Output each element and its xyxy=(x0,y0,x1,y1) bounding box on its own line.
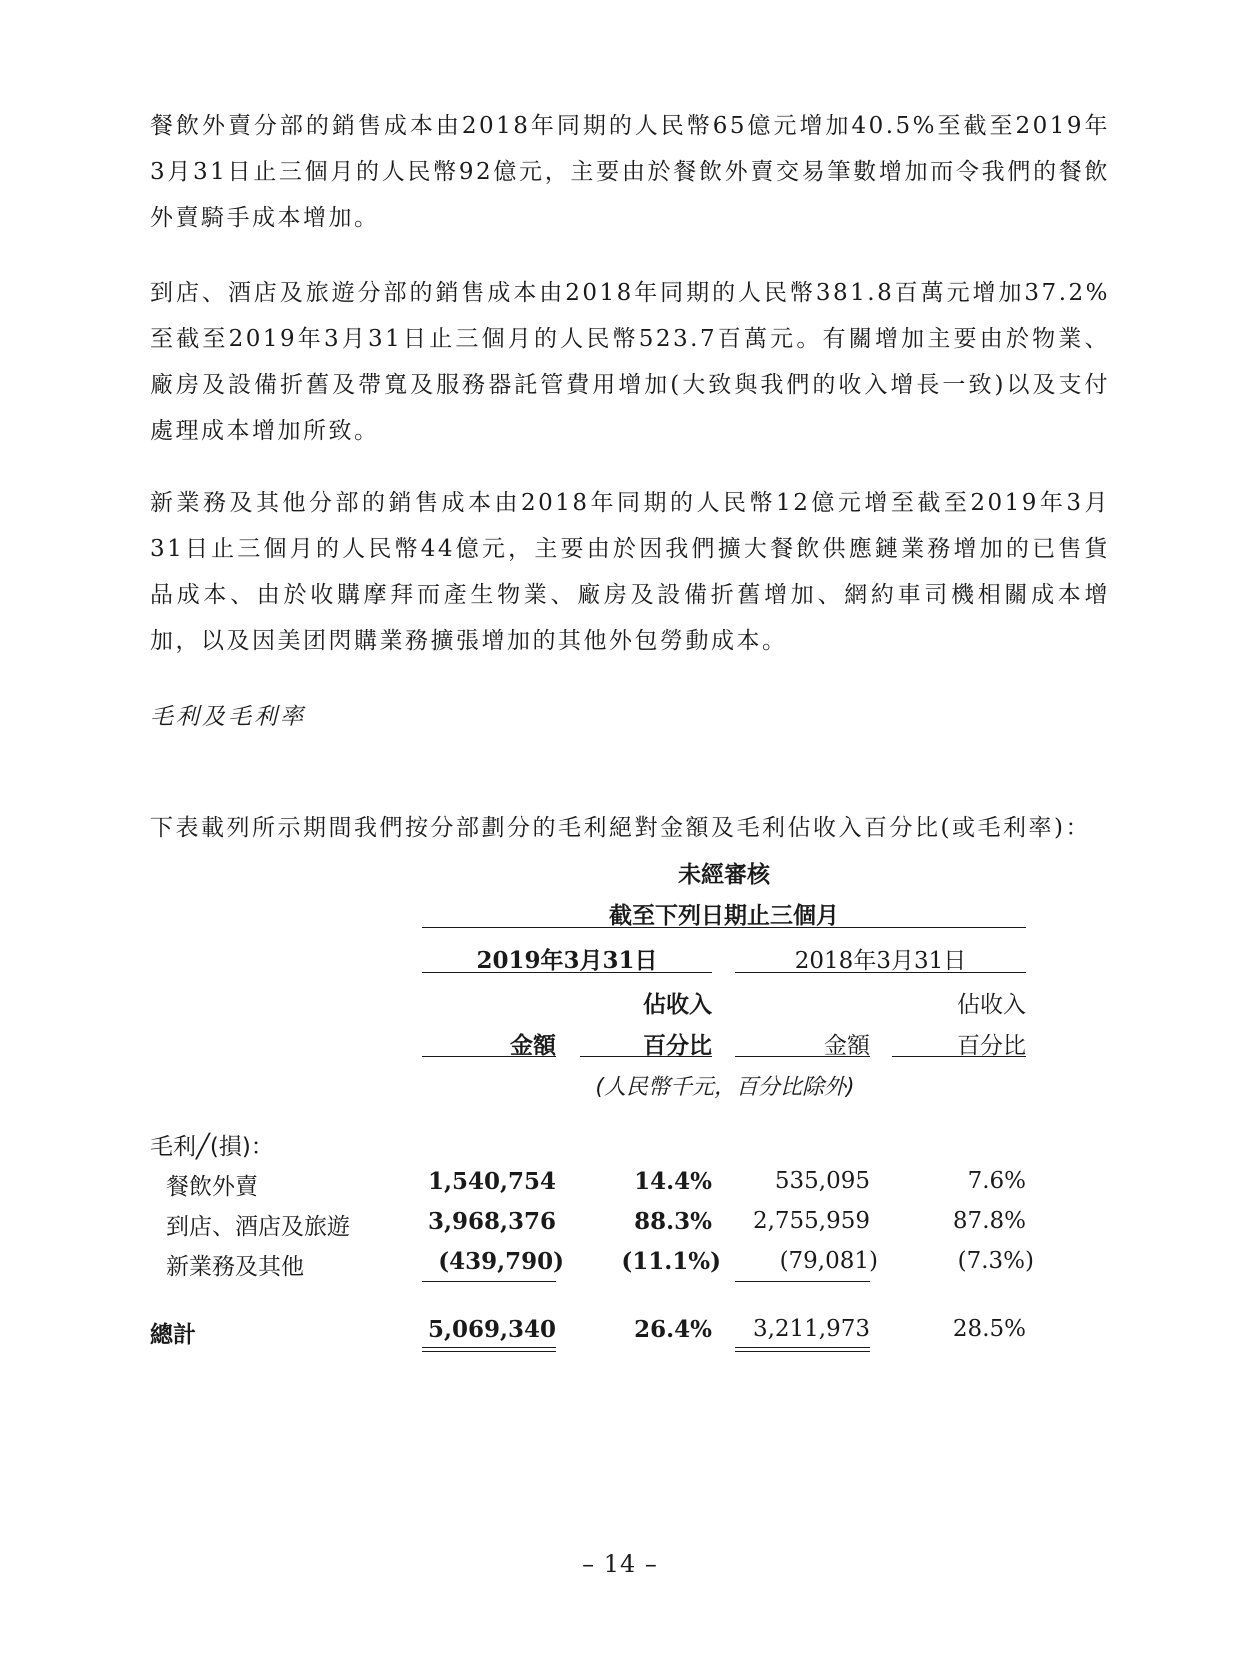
total-label: 總計 xyxy=(150,1322,196,1348)
paragraph-in-store-hotel-travel-cost: 到店、酒店及旅遊分部的銷售成本由2018年同期的人民幣381.8百萬元增加37.2%至截至2019年3月31日止三個月的人民幣523.7百萬元。有關增加主要由於物業、廠房及設備折舊及帶寬及服務器託管費用增加(大致與我們的收入增長一致)以及支付處理成本增加所致。 xyxy=(150,280,1110,444)
col-amount-2018: 金額 xyxy=(824,1033,870,1059)
period-2018: 2018年3月31日 xyxy=(794,948,967,974)
header-period: 截至下列日期止三個月 xyxy=(609,903,839,929)
total-double-rule-2019 xyxy=(422,1347,556,1352)
period-2018-rule xyxy=(735,972,1026,973)
header-rule xyxy=(422,927,1026,928)
col-pct-2019-line1: 佔收入 xyxy=(643,992,712,1018)
row-amt-2018: (79,081) xyxy=(779,1248,878,1274)
row-amt-2019: 3,968,376 xyxy=(427,1208,556,1235)
row-pct-2018: 7.6% xyxy=(967,1168,1026,1194)
row-pct-2018: 87.8% xyxy=(952,1208,1026,1234)
total-pct-2018: 28.5% xyxy=(952,1316,1026,1342)
row-amt-2018: 2,755,959 xyxy=(752,1208,870,1234)
row-pct-2019: 88.3% xyxy=(634,1208,712,1235)
col-rule-1 xyxy=(422,1056,556,1057)
row-pct-2018: (7.3%) xyxy=(957,1248,1034,1274)
total-amt-2019: 5,069,340 xyxy=(427,1316,556,1343)
subtotal-rule-2018 xyxy=(735,1281,870,1282)
col-pct-2018-line1: 佔收入 xyxy=(957,992,1026,1018)
row-label-food-delivery: 餐飲外賣 xyxy=(166,1174,258,1200)
paragraph-food-delivery-cost: 餐飲外賣分部的銷售成本由2018年同期的人民幣65億元增加40.5%至截至2019年3月31日止三個月的人民幣92億元，主要由於餐飲外賣交易筆數增加而令我們的餐飲外賣騎手成本增加。 xyxy=(150,113,1110,231)
col-rule-2 xyxy=(580,1056,712,1057)
table-intro-text: 下表載列所示期間我們按分部劃分的毛利絕對金額及毛利佔收入百分比(或毛利率)： xyxy=(150,815,1091,841)
paragraph-new-initiatives-cost: 新業務及其他分部的銷售成本由2018年同期的人民幣12億元增至截至2019年3月31日止三個月的人民幣44億元，主要由於因我們擴大餐飲供應鏈業務增加的已售貨品成本、由於收購摩拜而產生物業、廠房及設備折舊增加、網約車司機相關成本增加，以及因美团閃購業務擴張增加的其他外包勞動成本。 xyxy=(150,490,1110,654)
total-double-rule-2018 xyxy=(735,1347,870,1352)
row-label-new-initiatives: 新業務及其他 xyxy=(166,1254,304,1280)
row-pct-2019: (11.1%) xyxy=(621,1248,721,1275)
col-pct-2019-line2: 百分比 xyxy=(643,1033,712,1059)
col-rule-3 xyxy=(735,1056,870,1057)
col-rule-4 xyxy=(892,1056,1026,1057)
row-amt-2018: 535,095 xyxy=(774,1168,870,1194)
header-unaudited: 未經審核 xyxy=(678,862,770,888)
page-number: – 14 – xyxy=(582,1550,658,1578)
row-amt-2019: (439,790) xyxy=(438,1248,564,1275)
section-heading-gross-profit: 毛利及毛利率 xyxy=(150,704,306,730)
total-amt-2018: 3,211,973 xyxy=(752,1316,870,1342)
total-pct-2019: 26.4% xyxy=(634,1316,712,1343)
row-amt-2019: 1,540,754 xyxy=(427,1168,556,1195)
unit-note: (人民幣千元，百分比除外) xyxy=(595,1075,855,1100)
period-2019-rule xyxy=(422,972,712,973)
subtotal-rule-2019 xyxy=(422,1281,556,1282)
row-label-in-store-hotel-travel: 到店、酒店及旅遊 xyxy=(166,1214,350,1240)
group-label-gross-profit: 毛利╱(損)： xyxy=(150,1134,274,1160)
col-amount-2019: 金額 xyxy=(510,1033,556,1059)
col-pct-2018-line2: 百分比 xyxy=(957,1033,1026,1059)
period-2019: 2019年3月31日 xyxy=(476,947,658,974)
row-pct-2019: 14.4% xyxy=(634,1168,712,1195)
